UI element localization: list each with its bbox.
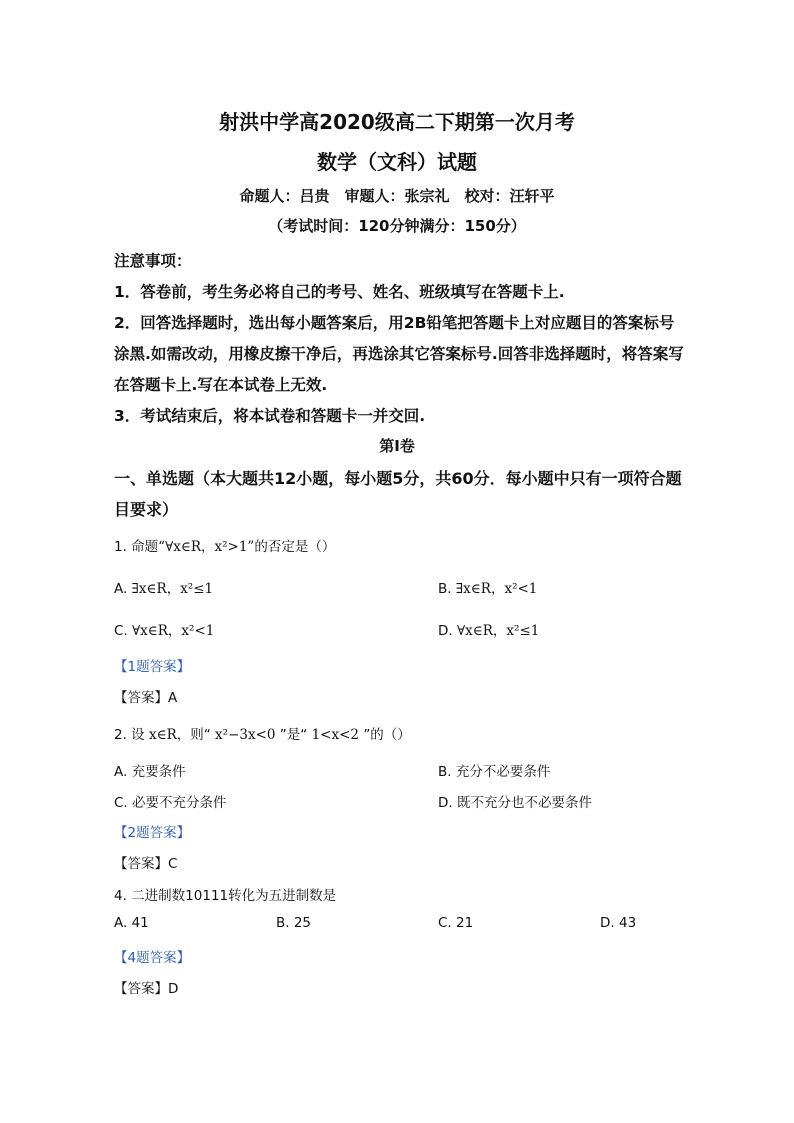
question-1-answer: 【答案】A [114,690,178,706]
question-1-option-a [114,577,213,597]
exam-info: （考试时间：120分钟满分：150分） [268,217,526,235]
question-2-set: x∈R [148,727,177,743]
question-2-text: ”是“ [279,727,308,743]
note-item-2-line-3: 在答题卡上.写在本试卷上无效. [114,376,328,394]
exam-subtitle: 数学（文科）试题 [317,150,477,174]
question-2-answer: 【答案】C [114,856,178,872]
option-math: ∃x∈R，x²≤1 [131,581,214,597]
question-2-option-c: C. 必要不充分条件 [114,795,227,811]
question-2-stem [114,723,411,743]
note-item-2-line-2: 涂黑.如需改动，用橡皮擦干净后，再选涂其它答案标号.回答非选择题时，将答案写 [114,345,684,363]
option-math: ∀x∈R，x²<1 [132,623,215,639]
volume-label: 第Ⅰ卷 [379,437,415,455]
question-1-option-c [114,619,214,639]
question-2-answer-heading: 【2题答案】 [114,825,191,841]
notes-heading: 注意事项： [114,252,192,270]
question-4-answer: 【答案】D [114,981,179,997]
question-2-option-b: B. 充分不必要条件 [438,764,551,780]
question-4-option-d: D. 43 [600,915,637,931]
note-item-1: 1．答卷前，考生务必将自己的考号、姓名、班级填写在答题卡上. [114,283,565,301]
exam-title: 射洪中学高2020级高二下期第一次月考 [219,110,575,134]
question-2-prefix: 2. 设 [114,727,145,743]
question-4-option-c: C. 21 [438,915,474,931]
option-label: B. [438,581,452,597]
note-item-2-line-1: 2．回答选择题时，选出每小题答案后，用2B铅笔把答题卡上对应题目的答案标号 [114,314,675,332]
question-1-suffix: 的否定是（） [254,539,336,555]
question-1-proposition: “∀x∈R，x²>1” [158,539,255,555]
question-1-prefix: 1. 命题 [114,539,159,555]
question-1-answer-heading: 【1题答案】 [114,659,191,675]
question-2-condition-2: 1<x<2 [311,727,360,743]
option-label: C. [114,623,128,639]
question-4-option-a: A. 41 [114,915,149,931]
note-item-3: 3．考试结束后，将本试卷和答题卡一并交回. [114,407,426,425]
exam-authors: 命题人：吕贵 审题人：张宗礼 校对：汪轩平 [239,187,555,205]
option-label: D. [438,623,453,639]
question-4-option-b: B. 25 [276,915,312,931]
option-math: ∀x∈R，x²≤1 [456,623,540,639]
question-1-option-d [438,619,539,639]
question-4-answer-heading: 【4题答案】 [114,950,191,966]
question-2-text: ，则“ [176,727,211,743]
option-math: ∃x∈R，x²<1 [455,581,538,597]
section-heading-line-2: 目要求） [114,500,179,519]
question-1-stem [114,535,335,555]
question-2-option-a: A. 充要条件 [114,764,186,780]
question-2-suffix: ”的（） [363,727,411,743]
question-1-option-b [438,577,537,597]
section-heading-line-1: 一、单选题（本大题共12小题，每小题5分，共60分．每小题中只有一项符合题 [114,469,682,488]
question-4-stem: 4. 二进制数10111转化为五进制数是 [114,888,337,904]
option-label: A. [114,581,128,597]
question-2-condition-1: x²−3x<0 [215,727,276,743]
question-2-option-d: D. 既不充分也不必要条件 [438,795,592,811]
